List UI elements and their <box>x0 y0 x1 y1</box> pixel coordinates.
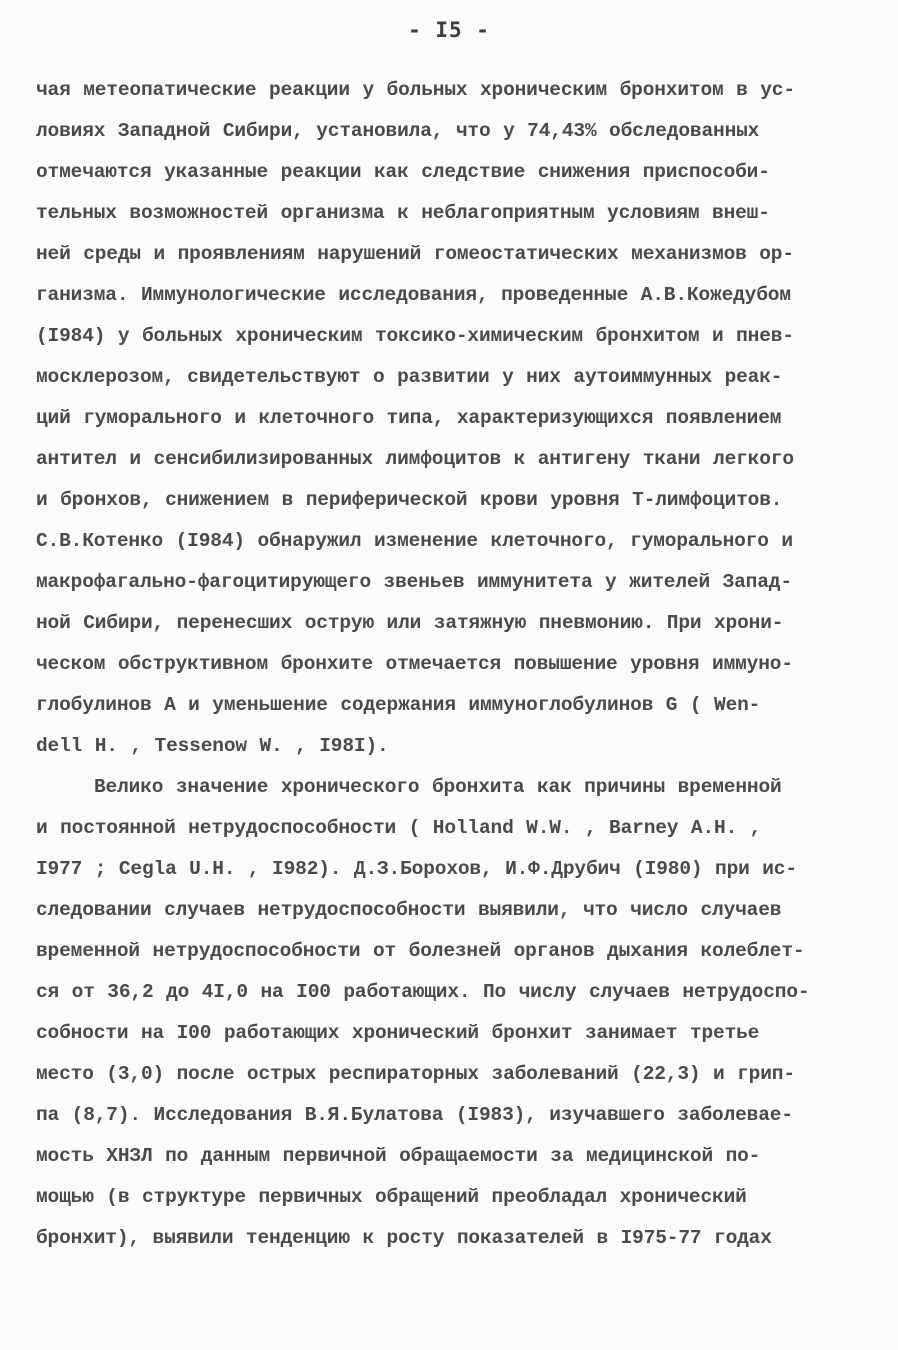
text-line: бронхит), выявили тенденцию к росту показателей в I975-77 годах <box>36 1227 772 1249</box>
paragraph-1 <box>36 70 866 767</box>
text-line: чая метеопатические реакции у больных хроническим бронхитом в ус- <box>36 79 795 101</box>
text-line: ся от 36,2 до 4I,0 на I00 работающих. По числу случаев нетрудоспо- <box>36 981 810 1003</box>
text-line: москлерозом, свидетельствуют о развитии у них аутоиммунных реак- <box>36 366 783 388</box>
text-line: следовании случаев нетрудоспособности выявили, что число случаев <box>36 899 782 921</box>
text-line: антител и сенсибилизированных лимфоцитов к антигену ткани легкого <box>36 448 794 470</box>
text-line: (I984) у больных хроническим токсико-химическим бронхитом и пнев- <box>36 325 794 347</box>
text-line: Велико значение хронического бронхита как причины временной <box>94 776 782 798</box>
text-line: тельных возможностей организма к неблагоприятным условиям внеш- <box>36 202 770 224</box>
text-line: собности на I00 работающих хронический бронхит занимает третье <box>36 1022 760 1044</box>
text-line: dell H. , Tessenow W. , I98I). <box>36 735 389 757</box>
text-line: ческом обструктивном бронхите отмечается повышение уровня иммуно- <box>36 653 793 675</box>
text-line: мощью (в структуре первичных обращений преобладал хронический <box>36 1186 747 1208</box>
text-line: ловиях Западной Сибири, установила, что у 74,43% обследованных <box>36 120 760 142</box>
text-line: и бронхов, снижением в периферической крови уровня Т-лимфоцитов. <box>36 489 783 511</box>
text-line: временной нетрудоспособности от болезней органов дыхания колеблет- <box>36 940 805 962</box>
text-line: ганизма. Иммунологические исследования, проведенные А.В.Кожедубом <box>36 284 791 306</box>
text-line: место (3,0) после острых респираторных заболеваний (22,3) и грип- <box>36 1063 795 1085</box>
text-line: ций гуморального и клеточного типа, характеризующихся появлением <box>36 407 782 429</box>
page-number: - I5 - <box>408 18 490 42</box>
text-line: ней среды и проявлениям нарушений гомеостатических механизмов ор- <box>36 243 794 265</box>
paragraph-2 <box>36 767 866 1259</box>
text-line: I977 ; Cegla U.H. , I982). Д.З.Борохов, И.Ф.Друбич (I980) при ис- <box>36 858 797 880</box>
text-line: С.В.Котенко (I984) обнаружил изменение клеточного, гуморального и <box>36 530 793 552</box>
text-line: и постоянной нетрудоспособности ( Holland W.W. , Barney A.H. , <box>36 817 762 839</box>
text-line: мость ХНЗЛ по данным первичной обращаемости за медицинской по- <box>36 1145 761 1167</box>
body-text <box>36 70 866 1259</box>
text-line: па (8,7). Исследования В.Я.Булатова (I983), изучавшего заболевае- <box>36 1104 793 1126</box>
text-line: ной Сибири, перенесших острую или затяжную пневмонию. При хрони- <box>36 612 784 634</box>
text-line: глобулинов А и уменьшение содержания иммуноглобулинов G ( Wen- <box>36 694 761 716</box>
text-line: отмечаются указанные реакции как следствие снижения приспособи- <box>36 161 770 183</box>
text-line: макрофагально-фагоцитирующего звеньев иммунитета у жителей Запад- <box>36 571 792 593</box>
